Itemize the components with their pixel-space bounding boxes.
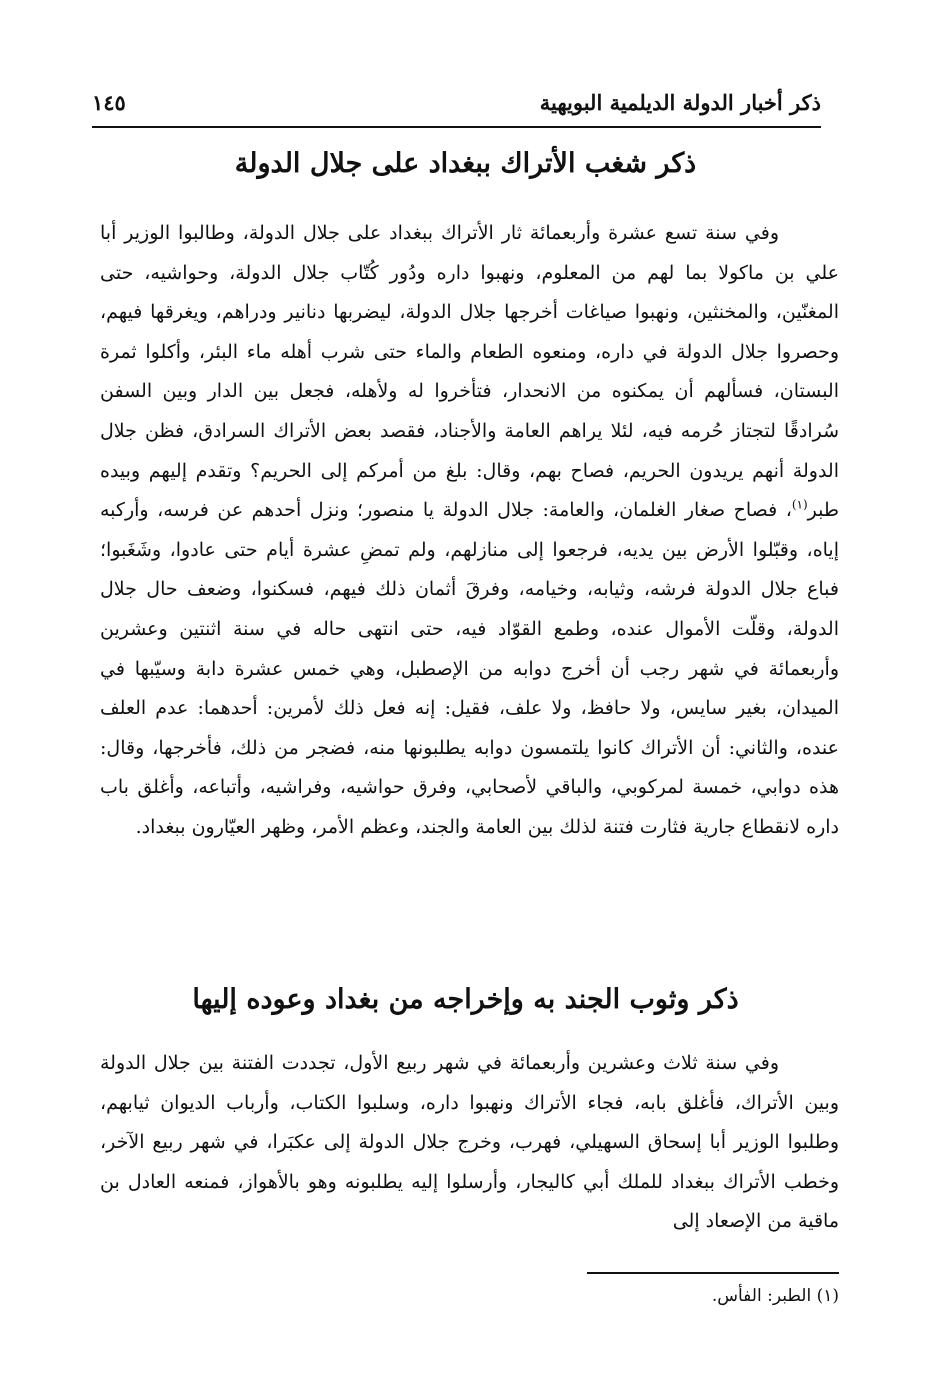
paragraph-text-part-2: ، فصاح صغار الغلمان، والعامة: جلال الدولة يا منصور؛ ونزل أحدهم عن فرسه، وأركبه إياه، وقبّلوا الأرض بين يديه، فرجعوا إلى منازلهم، ولم تمضِ عشرة أيام حتى عادوا، وشَغَبوا؛ فباع جلال الدولة فرشه، وثيابه، وخيامه، وفرقَ أثمان ذلك فيهم، فسكنوا، وضعف حال جلال الدولة، وقلّت الأموال عنده، وطمع القوّاد فيه، حتى انتهى حاله في سنة اثنتين وعشرين وأربعمائة في شهر رجب أن أخرج دوابه من الإصطبل، وهي خمس عشرة دابة وسيّبها في الميدان، بغير سايس، ولا حافظ، ولا علف، فقيل: إنه فعل ذلك لأمرين: أحدهما: عدم العلف عنده، والثاني: أن الأتراك كانوا يلتمسون دوابه يطلبونها منه، فضجر من ذلك، فأخرجها، وقال: هذه دوابي، خمسة لمركوبي، والباقي لأصحابي، وفرق حواشيه، وفراشيه، وأتباعه، وأغلق باب داره لانقطاع جارية فثارت فتنة لذلك بين العامة والجند، وعظم الأمر، وظهر العيّارون ببغداد. — [100, 499, 839, 838]
running-title: ذكر أخبار الدولة الديلمية البويهية — [539, 90, 821, 115]
section-heading-2: ذكر وثوب الجند به وإخراجه من بغداد وعوده إليها — [192, 984, 739, 1015]
footnote-reference[interactable]: (١) — [791, 497, 808, 512]
footnote-marker: (١) — [816, 1286, 839, 1306]
footnote — [712, 1286, 839, 1306]
section-1-paragraph — [100, 214, 839, 848]
footnote-divider — [587, 1272, 839, 1274]
footnote-text: الطبر: الفأس. — [711, 1286, 812, 1306]
section-heading-1: ذكر شغب الأتراك ببغداد على جلال الدولة — [234, 148, 697, 179]
running-header — [92, 86, 821, 128]
page-number: ١٤٥ — [92, 90, 126, 115]
section-2-paragraph: وفي سنة ثلاث وعشرين وأربعمائة في شهر ربيع الأول، تجددت الفتنة بين جلال الدولة وبين الأتراك، فأغلق بابه، فجاء الأتراك ونهبوا داره، وسلبوا الكتاب، وأرباب الديوان ثيابهم، وطلبوا الوزير أبا إسحاق السهيلي، فهرب، وخرج جلال الدولة إلى عكبَرا، في شهر ربيع الآخر، وخطب الأتراك ببغداد للملك أبي كاليجار، وأرسلوا إليه يطلبونه وهو بالأهواز، فمنعه العادل بن ماقية من الإصعاد إلى — [100, 1052, 839, 1233]
paragraph-text-part-1: وفي سنة تسع عشرة وأربعمائة ثار الأتراك ببغداد على جلال الدولة، وطالبوا الوزير أبا علي بن ماكولا بما لهم من المعلوم، ونهبوا داره ودُور كُتّاب جلال الدولة، وحواشيه، حتى المغنّين، والمخنثين، ونهبوا صياغات أخرجها جلال الدولة، ليضربها دنانير ودراهم، ويغرقها فيهم، وحصروا جلال الدولة في داره، ومنعوه الطعام والماء حتى شرب أهله ماء البئر، وأكلوا ثمرة البستان، فسألهم أن يمكنوه من الانحدار، فتأخروا له ولأهله، فجعل بين الدار وبين السفن سُرادقًا لتجتاز حُرمه فيه، لئلا يراهم العامة والأجناد، فقصد بعض الأتراك السرادق، فظن جلال الدولة أنهم يريدون الحريم، فصاح بهم، وقال: بلغ من أمركم إلى الحريم؟ وتقدم إليهم وبيده طبر — [100, 222, 839, 522]
